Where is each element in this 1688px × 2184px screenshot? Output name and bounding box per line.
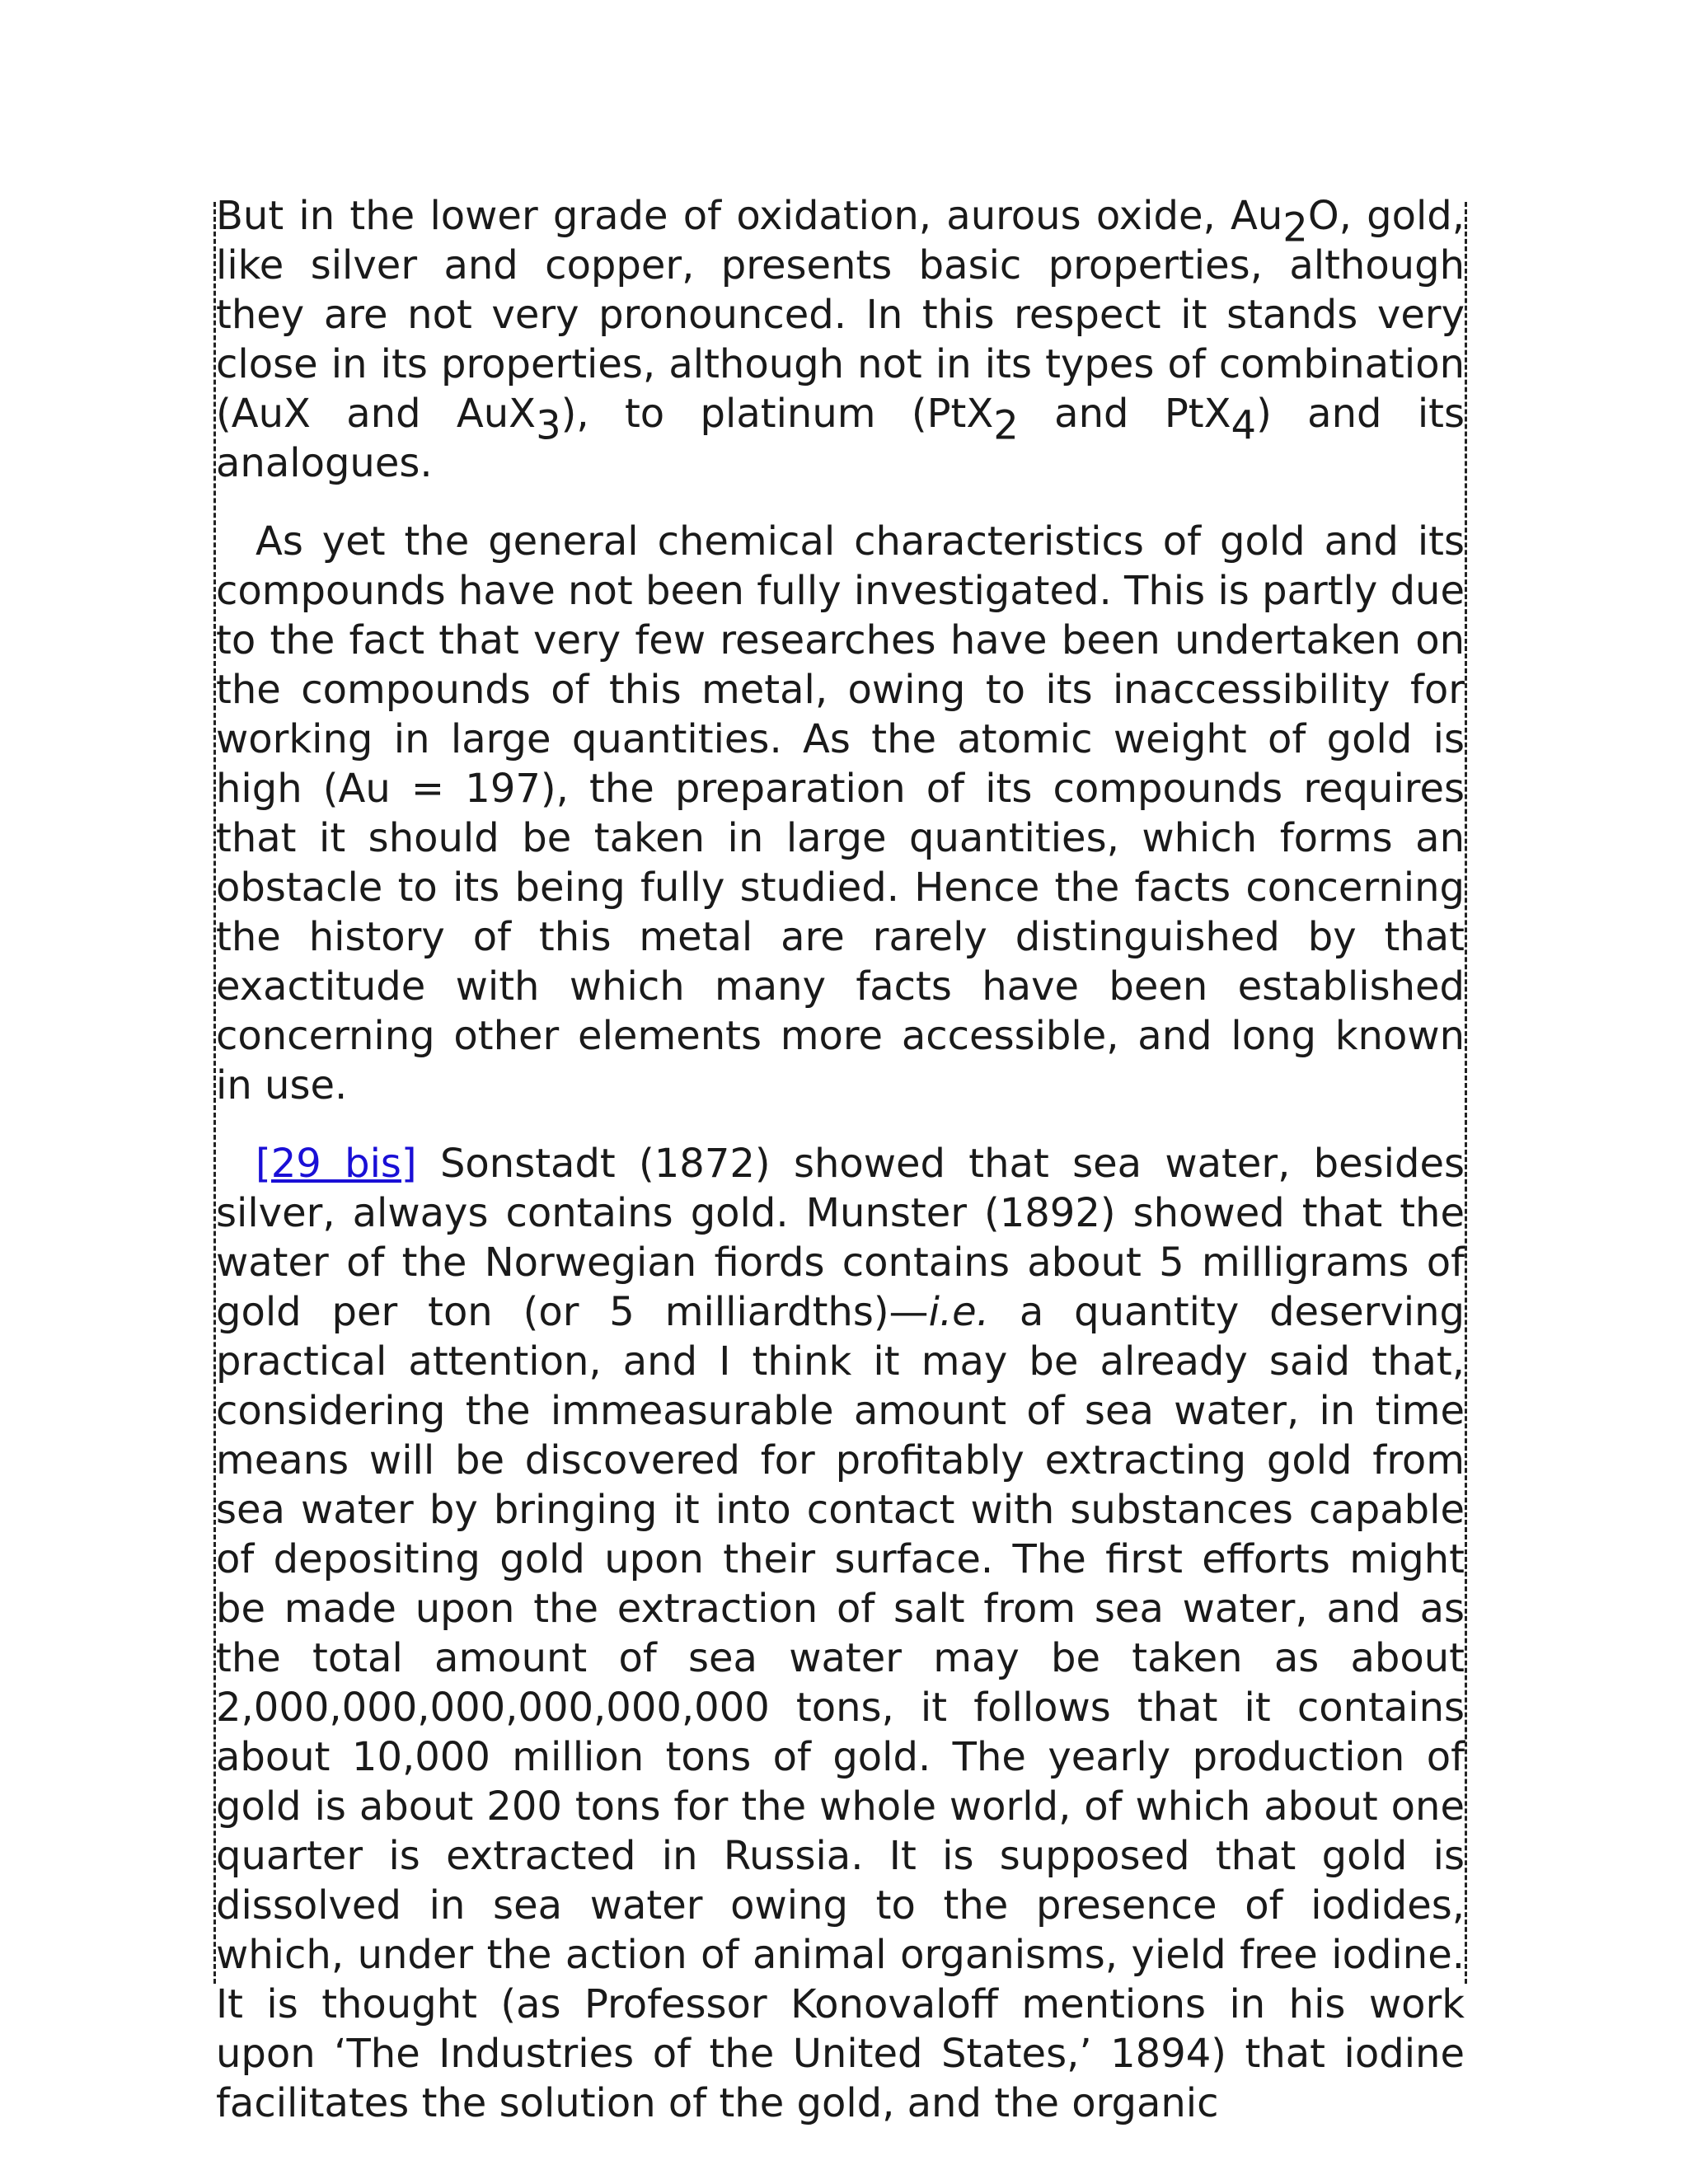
subscript: 2 — [993, 402, 1019, 449]
text-run: ) and its analogues. — [216, 391, 1465, 486]
paragraph-characteristics: As yet the general chemical characteristics of gold and its compounds have not been fully investigated. This is partly due to the fact that very few researches have been undertaken on the compounds of this metal, owing to its inaccessibility for working in large quantities. As the atomic weight of gold is high (Au = 197), the preparation of its compounds requires that it should be taken in large quantities, which forms an obstacle to its being fully studied. Hence the facts concerning the history of this metal are rarely distinguished by that exactitude with which many facts have been established concerning other elements more accessible, and long known in use. — [216, 518, 1465, 1108]
italic-text: i.e. — [928, 1289, 989, 1335]
paragraph-oxidation — [216, 191, 1465, 488]
subscript: 4 — [1231, 402, 1257, 449]
document-body — [216, 191, 1465, 2157]
text-run: O, gold, like silver and copper, presents basic properties, although they are not very pronounced. In this respect it stands very close in its properties, although not in its types of combination (AuX and AuX — [216, 193, 1465, 437]
footnote-link[interactable]: [29 bis] — [256, 1141, 417, 1187]
subscript: 2 — [1282, 204, 1308, 251]
text-run: a quantity deserving practical attention, and I think it may be already said that, considering the immeasurable amount of sea water, in time means will be discovered for profitably extracting gold from sea water by bringing it into contact with substances capable of depositing gold upon their surface. The first efforts might be made upon the extraction of salt from sea water, and as the total amount of sea water may be taken as about 2,000,000,000,000,000,000 tons, it follows that it contains about 10,000 million tons of gold. The yearly production of gold is about 200 tons for the whole world, of which about one quarter is extracted in Russia. It is supposed that gold is dissolved in sea water owing to the presence of iodides, which, under the action of animal organisms, yield free iodine. It is thought (as Professor Konovaloff mentions in his work upon ‘The Industries of the United States,’ 1894) that iodine facilitates the solution of the gold, and the organic — [216, 1289, 1465, 2126]
text-run: and PtX — [1018, 391, 1231, 437]
paragraph-footnote-29bis — [216, 1139, 1465, 2128]
text-run: Sonstadt (1872) showed that sea water, besides silver, always contains gold. Munster (1892) showed that the water of the Norwegian fiords contains about 5 milligrams of gold per ton (or 5 milliardths)— — [216, 1141, 1465, 1335]
text-run: But in the lower grade of oxidation, aurous oxide, Au — [216, 193, 1283, 239]
subscript: 3 — [536, 402, 561, 449]
text-run: ), to platinum (PtX — [560, 391, 994, 437]
